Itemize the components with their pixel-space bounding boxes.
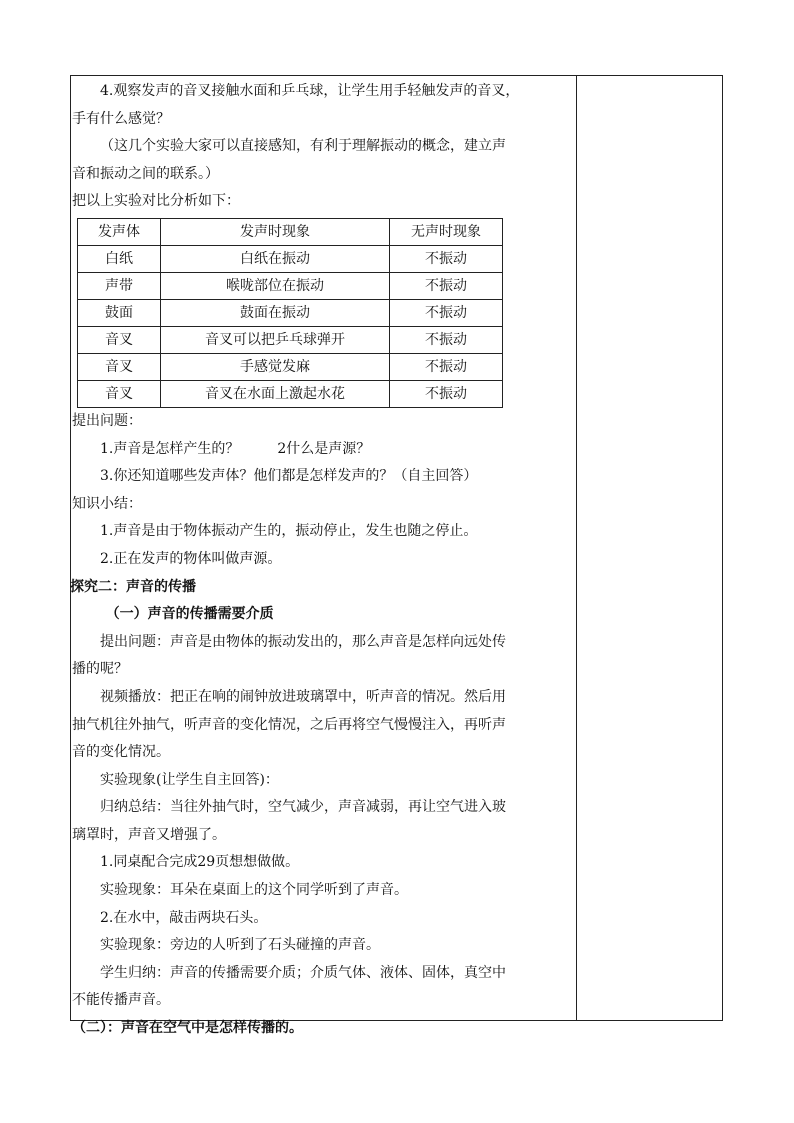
- table-row: [78, 380, 503, 407]
- section-2-title: 探究二：声音的传播: [70, 578, 196, 595]
- video-line-1: 视频播放：把正在响的闹钟放进玻璃罩中，听声音的情况。然后用: [100, 688, 506, 705]
- table-cell: 声带: [78, 272, 161, 299]
- comparison-table: [77, 218, 503, 408]
- video-line-2: 抽气机往外抽气，听声音的变化情况，之后再将空气慢慢注入，再听声: [72, 716, 506, 733]
- experiment-1-result: 实验现象：耳朵在桌面上的这个同学听到了声音。: [100, 882, 408, 899]
- table-cell: 音叉: [78, 326, 161, 353]
- question-intro-1: 提出问题：声音是由物体的振动发出的，那么声音是怎样向远处传: [100, 633, 506, 650]
- question-1: 1.声音是怎样产生的？: [100, 440, 240, 457]
- question-2: 2什么是声源？: [277, 440, 371, 457]
- conclude-line-1: 归纳总结：当往外抽气时，空气减少，声音减弱，再让空气进入玻: [100, 799, 506, 816]
- table-cell: 白纸在振动: [161, 245, 390, 272]
- phenomenon-line: 实验现象(让学生自主回答)：: [100, 771, 279, 788]
- table-row: [78, 299, 503, 326]
- table-row: [78, 245, 503, 272]
- note-line-2: 音和振动之间的联系。）: [72, 165, 219, 182]
- student-summary-2: 不能传播声音。: [72, 992, 170, 1009]
- video-line-3: 音的变化情况。: [72, 744, 170, 761]
- table-row: [78, 272, 503, 299]
- main-content: [72, 78, 572, 1043]
- intro-line-2: 手有什么感觉？: [72, 110, 170, 127]
- table-cell: 喉咙部位在振动: [161, 272, 390, 299]
- table-cell: 音叉: [78, 380, 161, 407]
- subsection-2-title: （二）：声音在空气中是怎样传播的。: [72, 1020, 303, 1037]
- experiment-2-result: 实验现象：旁边的人听到了石头碰撞的声音。: [100, 937, 380, 954]
- table-row: [78, 353, 503, 380]
- table-cell: 鼓面在振动: [161, 299, 390, 326]
- table-header: 发声体: [78, 218, 161, 245]
- table-cell: 不振动: [390, 299, 503, 326]
- summary-title: 知识小结：: [72, 495, 142, 512]
- summary-2: 2.正在发声的物体叫做声源。: [100, 550, 282, 567]
- table-cell: 音叉在水面上激起水花: [161, 380, 390, 407]
- table-header: 无声时现象: [390, 218, 503, 245]
- question-3: 3.你还知道哪些发声体？他们都是怎样发声的？（自主回答）: [100, 468, 478, 485]
- table-cell: 不振动: [390, 245, 503, 272]
- table-cell: 不振动: [390, 326, 503, 353]
- experiment-1: 1.同桌配合完成29页想想做做。: [100, 854, 300, 871]
- question-intro-2: 播的呢？: [72, 661, 128, 678]
- student-summary-1: 学生归纳：声音的传播需要介质；介质气体、液体、固体，真空中: [100, 964, 506, 981]
- table-row: [78, 326, 503, 353]
- table-cell: 手感觉发麻: [161, 353, 390, 380]
- table-cell: 不振动: [390, 272, 503, 299]
- table-cell: 不振动: [390, 380, 503, 407]
- table-cell: 音叉可以把乒乓球弹开: [161, 326, 390, 353]
- questions-title: 提出问题：: [72, 412, 142, 429]
- table-cell: 白纸: [78, 245, 161, 272]
- conclude-line-2: 璃罩时，声音又增强了。: [72, 826, 226, 843]
- table-cell: 鼓面: [78, 299, 161, 326]
- note-line-1: （这几个实验大家可以直接感知，有利于理解振动的概念，建立声: [100, 138, 506, 155]
- table-header-row: [78, 218, 503, 245]
- column-divider: [576, 75, 577, 1021]
- intro-line-1: 4.观察发声的音叉接触水面和乒乓球，让学生用手轻触发声的音叉，: [100, 83, 520, 99]
- compare-intro: 把以上实验对比分析如下：: [72, 193, 240, 210]
- subsection-1-title: （一）声音的传播需要介质: [105, 606, 274, 623]
- question-line-1: [72, 436, 572, 464]
- table-header: 发声时现象: [161, 218, 390, 245]
- summary-1: 1.声音是由于物体振动产生的，振动停止，发生也随之停止。: [100, 523, 478, 540]
- table-cell: 不振动: [390, 353, 503, 380]
- table-cell: 音叉: [78, 353, 161, 380]
- experiment-2: 2.在水中，敲击两块石头。: [100, 909, 268, 926]
